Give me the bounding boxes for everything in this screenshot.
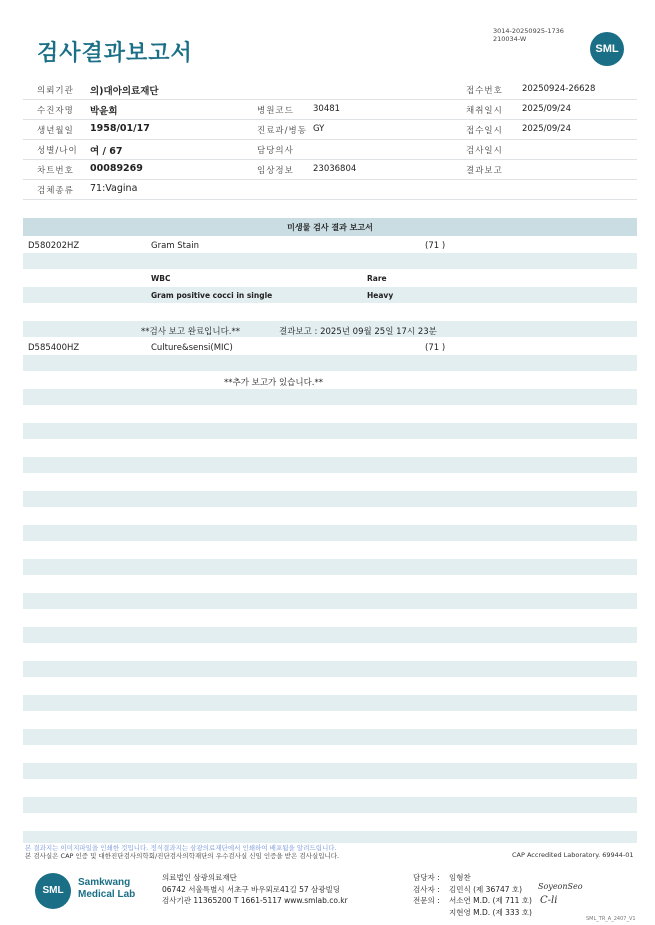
- info-value: 박윤희: [90, 106, 118, 117]
- organization-info: 의료법인 삼광의료재단 06742 서울특별시 서초구 바우뫼로41길 57 삼광빌딩 검사기관 11365200 T 1661-5117 www.smlab.co.kr: [162, 873, 348, 905]
- info-label: 성별/나이: [37, 146, 78, 156]
- stripe: [23, 797, 637, 813]
- info-value: 30481: [313, 104, 341, 114]
- staff-row: 담당자 : 임형찬: [413, 873, 471, 882]
- result-value: Heavy: [367, 291, 394, 300]
- info-label: 담당의사: [257, 146, 294, 156]
- report-time: 결과보고 : 2025년 09월 25일 17시 23분: [279, 327, 437, 337]
- stripe: [23, 423, 637, 439]
- info-row: [23, 180, 637, 200]
- info-label: 차트번호: [37, 166, 74, 176]
- specimen-number: (71 ): [425, 343, 446, 353]
- test-code: D585400HZ: [28, 343, 80, 353]
- info-value: 의)대아의료재단: [90, 86, 159, 97]
- info-row: [23, 120, 637, 140]
- stripe: [23, 355, 637, 371]
- form-code: SML_TR_A_2407_V1: [586, 916, 636, 922]
- test-code: D580202HZ: [28, 241, 80, 251]
- info-value: 20250924-26628: [522, 84, 596, 94]
- brand-name: Samkwang Medical Lab: [78, 877, 136, 900]
- stripe: [23, 457, 637, 473]
- stripe: [23, 559, 637, 575]
- info-row: [23, 80, 637, 100]
- sml-logo-icon: SML: [590, 32, 624, 66]
- cap-accreditation: CAP Accredited Laboratory. 69944-01: [512, 851, 634, 859]
- report-complete-message: **검사 보고 완료입니다.**: [141, 327, 241, 337]
- info-label: 수진자명: [37, 106, 74, 116]
- patient-info-table: [23, 80, 637, 200]
- stripe: [23, 593, 637, 609]
- stripe: [23, 695, 637, 711]
- sml-footer-logo-icon: SML: [35, 873, 71, 909]
- stripe: [23, 763, 637, 779]
- additional-report-message: **추가 보고가 있습니다.**: [224, 378, 324, 388]
- info-row: [23, 140, 637, 160]
- stripe: [23, 729, 637, 745]
- report-title: 검사결과보고서: [37, 41, 193, 66]
- stripe: [23, 525, 637, 541]
- staff-row: 지현영 M.D. (제 333 호): [449, 907, 532, 917]
- info-label: 접수번호: [466, 86, 503, 96]
- info-row: [23, 160, 637, 180]
- result-label: WBC: [151, 274, 171, 283]
- stripe: [23, 661, 637, 677]
- stripe: [23, 627, 637, 643]
- info-row: [23, 100, 637, 120]
- signature: C-li: [540, 895, 558, 906]
- info-label: 병원코드: [257, 106, 294, 116]
- info-label: 진료과/병동: [257, 126, 307, 136]
- specimen-number: (71 ): [425, 241, 446, 251]
- signature: SoyeonSeo: [538, 882, 583, 891]
- info-label: 임상정보: [257, 166, 294, 176]
- info-value: GY: [313, 124, 325, 134]
- stripe: [23, 253, 637, 269]
- stripe: [23, 491, 637, 507]
- info-label: 접수일시: [466, 126, 503, 136]
- stripe: [23, 831, 637, 843]
- image-notice: 본 결과지는 이미지파일을 인쇄한 것입니다. 정식결과지는 삼광의료재단에서 인쇄하여 배포됨을 알려드립니다.: [25, 844, 337, 852]
- staff-list: [413, 872, 532, 918]
- section-title: 미생물 검사 결과 보고서: [287, 223, 373, 232]
- info-value: 23036804: [313, 164, 357, 174]
- info-label: 결과보고: [466, 166, 503, 176]
- info-label: 생년월일: [37, 126, 74, 136]
- staff-row: 검사자 : 김민식 (제 36747 호): [413, 884, 523, 894]
- info-value: 71:Vagina: [90, 183, 138, 194]
- info-value: 여 / 67: [90, 146, 123, 157]
- info-value: 1958/01/17: [90, 123, 150, 134]
- info-label: 검사일시: [466, 146, 503, 156]
- info-label: 채취일시: [466, 106, 503, 116]
- info-value: 00089269: [90, 163, 143, 174]
- result-value: Rare: [367, 274, 387, 283]
- stripe: [23, 287, 637, 303]
- document-id: 3014-20250925-1736 210034-W: [493, 27, 564, 43]
- test-name: Gram Stain: [151, 241, 199, 251]
- test-name: Culture&sensi(MIC): [151, 343, 233, 353]
- certification-note: 본 검사실은 CAP 인증 및 대한진단검사의학회/진단검사의학재단의 우수검사실 신임 인증을 받은 검사실입니다.: [25, 852, 340, 860]
- info-label: 의뢰기관: [37, 86, 74, 96]
- stripe: [23, 389, 637, 405]
- info-value: 2025/09/24: [522, 124, 571, 134]
- result-label: Gram positive cocci in single: [151, 291, 273, 300]
- staff-row: 전문의 : 서소연 M.D. (제 711 호): [413, 896, 532, 905]
- info-label: 검체종류: [37, 186, 74, 196]
- info-value: 2025/09/24: [522, 104, 571, 114]
